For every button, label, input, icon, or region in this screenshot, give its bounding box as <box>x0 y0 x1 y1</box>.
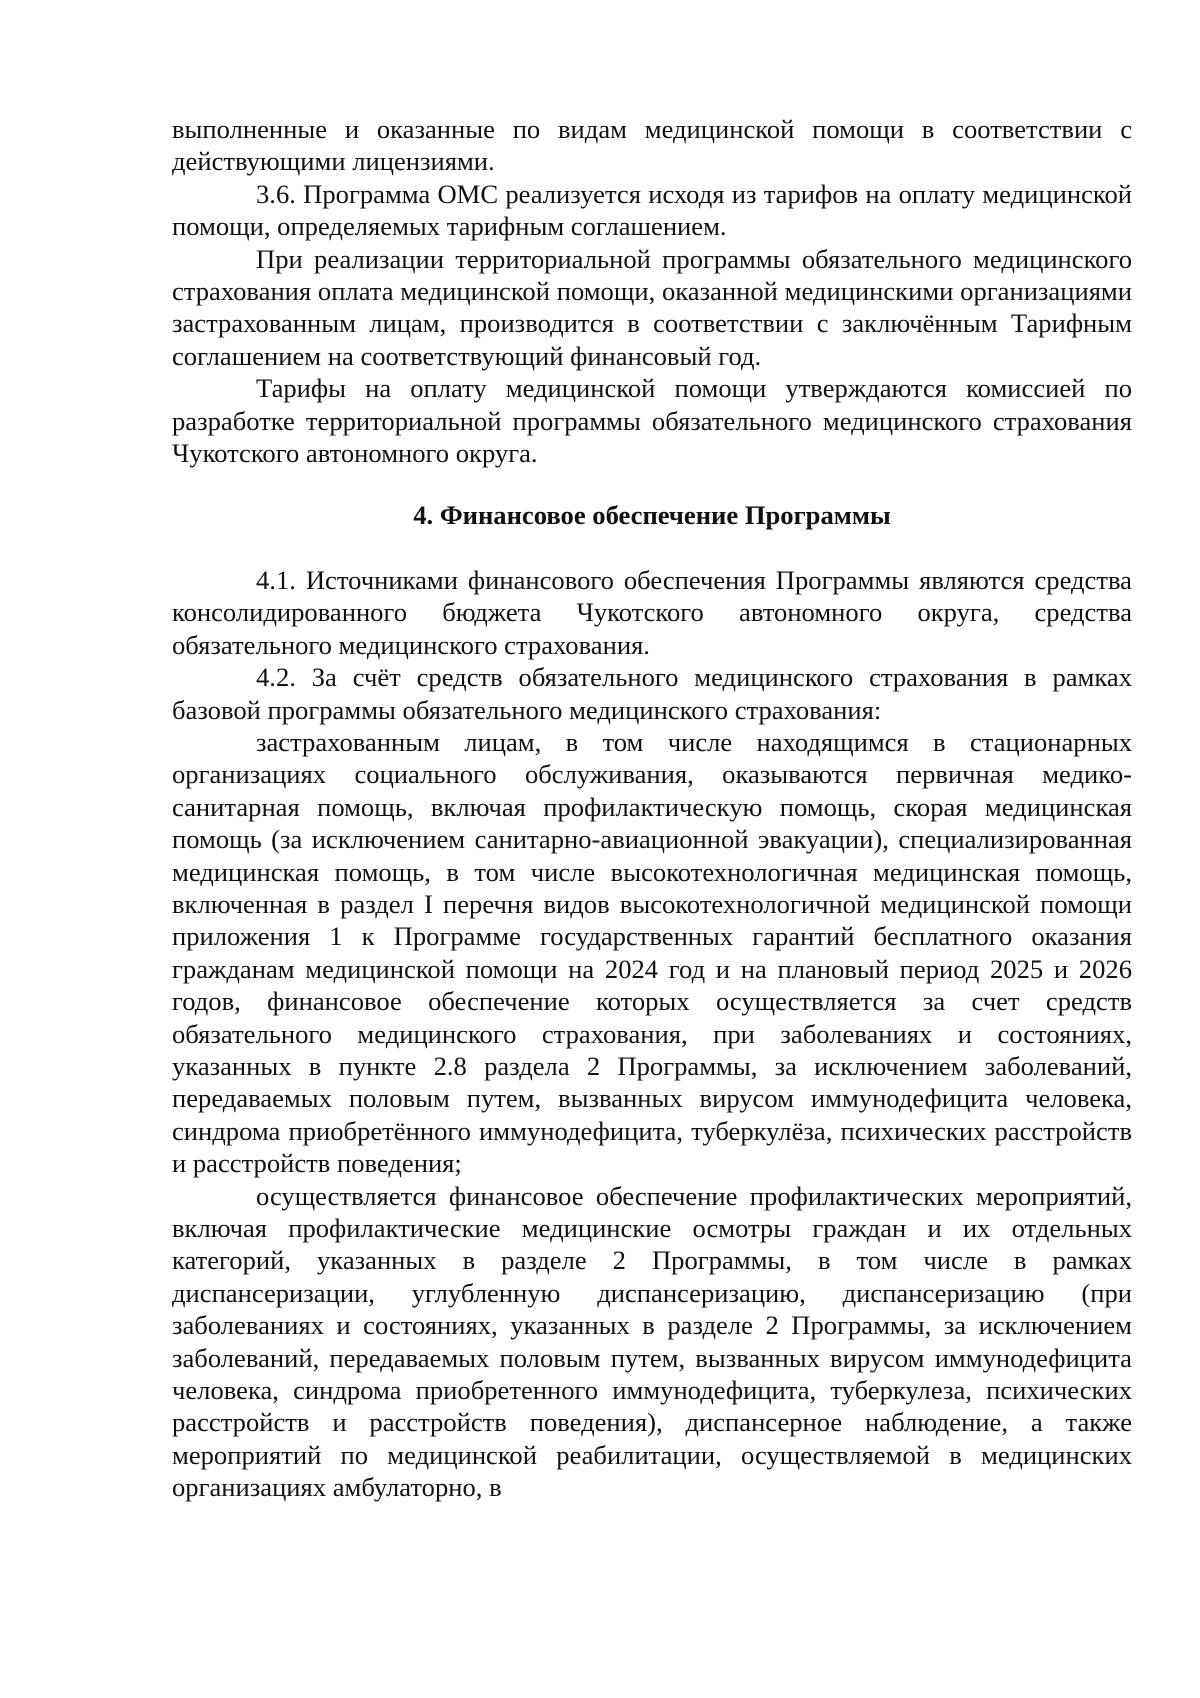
document-body <box>172 113 1132 1504</box>
section-heading: 4. Финансовое обеспечение Программы <box>413 500 891 531</box>
paragraph-3-6: 3.6. Программа ОМС реализуется исходя из тарифов на оплату медицинской помощи, определяемых тарифным соглашением. <box>172 178 1132 242</box>
paragraph-4-1: 4.1. Источниками финансового обеспечения Программы являются средства консолидированного бюджета Чукотского автономного округа, средства обязательного медицинского страхования. <box>172 564 1132 660</box>
paragraph-4-2: 4.2. За счёт средств обязательного медицинского страхования в рамках базовой программы обязательного медицинского страхования: <box>172 662 1132 725</box>
paragraph-tariff-commission: Тарифы на оплату медицинской помощи утверждаются комиссией по разработке территориальной программы обязательного медицинского страхования Чукотского автономного округа. <box>172 373 1132 469</box>
paragraph-continuation: выполненные и оказанные по видам медицинской помощи в соответствии с действующими лицензиями. <box>172 114 1132 177</box>
paragraph-insured-persons: застрахованным лицам, в том числе находящимся в стационарных организациях социального обслуживания, оказываются первичная медико-санитарная помощь, включая профилактическую помощь, скорая медицинская помощь (за исключением санитарно-авиационной эвакуации), специализированная медицинская помощь, в том числе высокотехнологичная медицинская помощь, включенная в раздел I перечня видов высокотехнологичной медицинской помощи приложения 1 к Программе государственных гарантий бесплатного оказания гражданам медицинской помощи на 2024 год и на плановый период 2025 и 2026 годов, финансовое обеспечение которых осуществляется за счет средств обязательного медицинского страхования, при заболеваниях и состояниях, указанных в пункте 2.8 раздела 2 Программы, за исключением заболеваний, передаваемых половым путем, вызванных вирусом иммунодефицита человека, синдрома приобретённого иммунодефицита, туберкулёза, психических расстройств и расстройств поведения; <box>172 726 1132 1179</box>
paragraph-preventive-measures: осуществляется финансовое обеспечение профилактических мероприятий, включая профилактические медицинские осмотры граждан и их отдельных категорий, указанных в разделе 2 Программы, в том числе в рамках диспансеризации, углубленную диспансеризацию, диспансеризацию (при заболеваниях и состояниях, указанных в разделе 2 Программы, за исключением заболеваний, передаваемых половым путем, вызванных вирусом иммунодефицита человека, синдрома приобретенного иммунодефицита, туберкулеза, психических расстройств и расстройств поведения), диспансерное наблюдение, а также мероприятий по медицинской реабилитации, осуществляемой в медицинских организациях амбулаторно, в <box>172 1180 1132 1503</box>
paragraph-tariff-agreement: При реализации территориальной программы обязательного медицинского страхования оплата медицинской помощи, оказанной медицинскими организациями застрахованным лицам, производится в соответствии с заключённым Тарифным соглашением на соответствующий финансовый год. <box>172 243 1132 371</box>
